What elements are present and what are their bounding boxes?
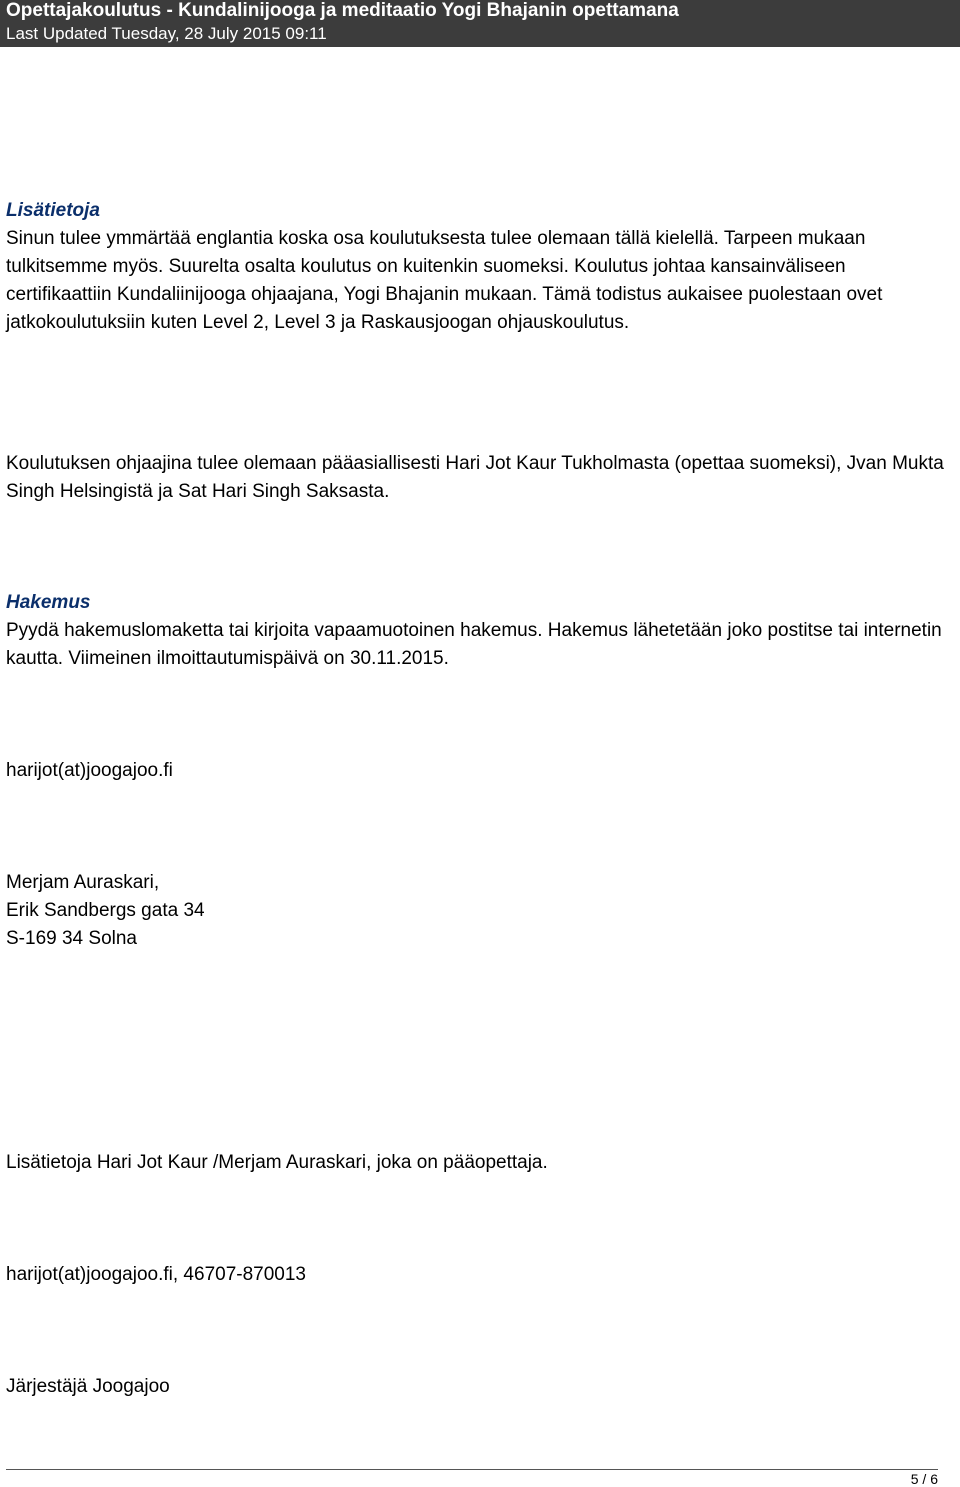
address-line-3: S-169 34 Solna	[6, 928, 137, 949]
email-line	[6, 757, 946, 785]
footer-divider	[6, 1469, 938, 1470]
info-contact-text: Lisätietoja Hari Jot Kaur /Merjam Auraskari, joka on pääopettaja.	[6, 1152, 548, 1173]
last-updated: Last Updated Tuesday, 28 July 2015 09:11	[6, 24, 327, 43]
hakemus-section	[6, 589, 946, 673]
email-phone-text: harijot(at)joogajoo.fi, 46707-870013	[6, 1264, 306, 1285]
address-line-2: Erik Sandbergs gata 34	[6, 900, 205, 921]
organizer-line	[6, 1373, 946, 1401]
header-bar	[0, 0, 960, 47]
email-phone-line	[6, 1261, 946, 1289]
ohjaajat-text: Koulutuksen ohjaajina tulee olemaan pääasiallisesti Hari Jot Kaur Tukholmasta (opettaa suomeksi), Jvan Mukta Singh Helsingistä ja Sat Hari Singh Saksasta.	[6, 453, 944, 502]
page-title: Opettajakoulutus - Kundalinijooga ja meditaatio Yogi Bhajanin opettamana	[6, 0, 679, 21]
address-line-1: Merjam Auraskari,	[6, 872, 160, 893]
ohjaajat-section	[6, 450, 946, 506]
lisatietoja-heading: Lisätietoja	[6, 200, 100, 221]
page-number: 5 / 6	[910, 1471, 938, 1487]
address-block	[6, 869, 946, 953]
lisatietoja-text: Sinun tulee ymmärtää englantia koska osa koulutuksesta tulee olemaan tällä kielellä. Tarpeen mukaan tulkitsemme myös. Suurelta osalta koulutus on kuitenkin suomeksi. Koulutus johtaa kansainväliseen certifikaattiin Kundaliinijooga ohjaajana, Yogi Bhajanin mukaan. Tämä todistus aukaisee puolestaan ovet jatkokoulutuksiin kuten Level 2, Level 3 ja Raskausjoogan ohjauskoulutus.	[6, 228, 883, 333]
lisatietoja-section	[6, 197, 946, 337]
hakemus-heading: Hakemus	[6, 592, 91, 613]
hakemus-text: Pyydä hakemuslomaketta tai kirjoita vapaamuotoinen hakemus. Hakemus lähetetään joko postitse tai internetin kautta. Viimeinen ilmoittautumispäivä on 30.11.2015.	[6, 620, 942, 669]
email-text: harijot(at)joogajoo.fi	[6, 760, 173, 781]
organizer-text: Järjestäjä Joogajoo	[6, 1376, 170, 1397]
info-contact-line	[6, 1149, 946, 1177]
